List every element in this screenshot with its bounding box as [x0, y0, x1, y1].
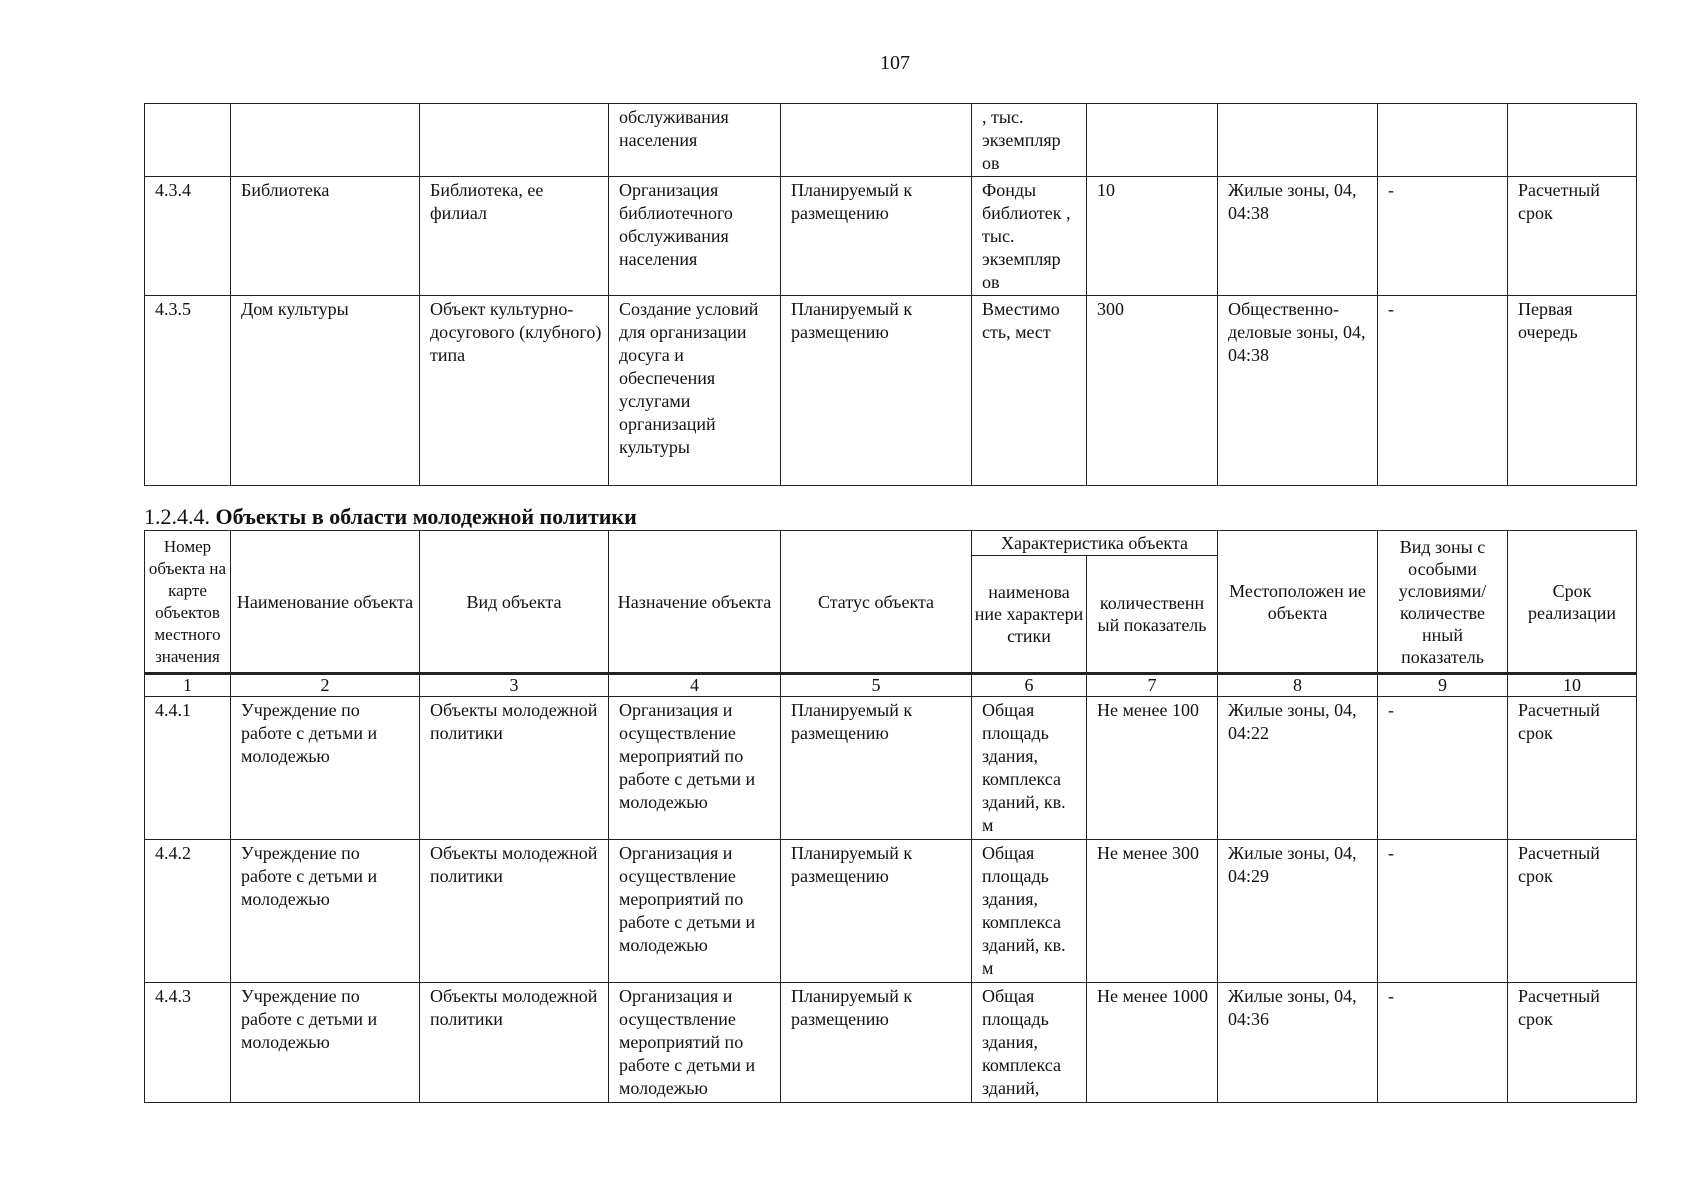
section-number: 1.2.4.4.	[144, 504, 210, 529]
header-object-number: Номер объекта на карте объектов местного значения	[145, 531, 231, 674]
table-row	[145, 296, 1637, 486]
cell-number: 4.3.5	[145, 296, 231, 486]
column-number: 1	[145, 674, 231, 697]
cell-status: Планируемый к размещению	[781, 697, 972, 840]
cell-purpose: обслуживания населения	[609, 104, 781, 177]
cell-type	[420, 104, 609, 177]
cell-quantity	[1087, 104, 1218, 177]
cell-purpose: Организация и осуществление мероприятий по работе с детьми и молодежью	[609, 840, 781, 983]
cell-location: Жилые зоны, 04, 04:38	[1218, 177, 1378, 296]
header-location: Местоположен ие объекта	[1218, 531, 1378, 674]
cell-type: Объекты молодежной политики	[420, 983, 609, 1103]
cell-status: Планируемый к размещению	[781, 296, 972, 486]
header-row	[145, 531, 1637, 556]
cell-quantity: Не менее 100	[1087, 697, 1218, 840]
cell-characteristic-name: Общая площадь здания, комплекса зданий, кв. м	[972, 840, 1087, 983]
cell-number: 4.3.4	[145, 177, 231, 296]
column-number: 8	[1218, 674, 1378, 697]
cell-type: Объекты молодежной политики	[420, 840, 609, 983]
cell-status: Планируемый к размещению	[781, 983, 972, 1103]
section-heading	[144, 505, 637, 529]
section-title: Объекты в области молодежной политики	[215, 504, 637, 529]
cell-name: Учреждение по работе с детьми и молодежью	[231, 840, 420, 983]
cell-zone: -	[1378, 697, 1508, 840]
objects-table-continued	[144, 103, 1637, 486]
cell-name	[231, 104, 420, 177]
cell-characteristic-name: Общая площадь здания, комплекса зданий,	[972, 983, 1087, 1103]
cell-number: 4.4.3	[145, 983, 231, 1103]
cell-location: Жилые зоны, 04, 04:36	[1218, 983, 1378, 1103]
column-number: 3	[420, 674, 609, 697]
cell-zone: -	[1378, 296, 1508, 486]
cell-zone: -	[1378, 177, 1508, 296]
cell-quantity: 300	[1087, 296, 1218, 486]
cell-term: Расчетный срок	[1508, 177, 1637, 296]
table-row	[145, 983, 1637, 1103]
cell-characteristic-name: Вместимо сть, мест	[972, 296, 1087, 486]
column-number: 4	[609, 674, 781, 697]
cell-term: Расчетный срок	[1508, 697, 1637, 840]
cell-name: Дом культуры	[231, 296, 420, 486]
header-term: Срок реализации	[1508, 531, 1637, 674]
cell-number: 4.4.2	[145, 840, 231, 983]
header-characteristic-group: Характеристика объекта	[972, 531, 1218, 556]
cell-purpose: Организация библиотечного обслуживания населения	[609, 177, 781, 296]
cell-zone: -	[1378, 983, 1508, 1103]
cell-location: Общественно-деловые зоны, 04, 04:38	[1218, 296, 1378, 486]
cell-characteristic-name: Общая площадь здания, комплекса зданий, кв. м	[972, 697, 1087, 840]
header-special-zone: Вид зоны с особыми условиями/ количестве нный показатель	[1378, 531, 1508, 674]
cell-number: 4.4.1	[145, 697, 231, 840]
header-object-status: Статус объекта	[781, 531, 972, 674]
header-object-type: Вид объекта	[420, 531, 609, 674]
cell-name: Библиотека	[231, 177, 420, 296]
table-row	[145, 840, 1637, 983]
cell-status: Планируемый к размещению	[781, 177, 972, 296]
column-number: 2	[231, 674, 420, 697]
header-object-purpose: Назначение объекта	[609, 531, 781, 674]
cell-purpose: Создание условий для организации досуга и обеспечения услугами организаций культуры	[609, 296, 781, 486]
cell-name: Учреждение по работе с детьми и молодежью	[231, 697, 420, 840]
cell-quantity: Не менее 1000	[1087, 983, 1218, 1103]
cell-location: Жилые зоны, 04, 04:22	[1218, 697, 1378, 840]
youth-policy-objects-table	[144, 530, 1637, 1103]
table-row	[145, 697, 1637, 840]
cell-type: Объект культурно-досугового (клубного) типа	[420, 296, 609, 486]
cell-term: Расчетный срок	[1508, 983, 1637, 1103]
cell-name: Учреждение по работе с детьми и молодежью	[231, 983, 420, 1103]
cell-zone	[1378, 104, 1508, 177]
cell-status	[781, 104, 972, 177]
column-number: 9	[1378, 674, 1508, 697]
cell-purpose: Организация и осуществление мероприятий по работе с детьми и молодежью	[609, 697, 781, 840]
header-characteristic-name: наименова ние характери стики	[972, 556, 1087, 674]
table-row	[145, 104, 1637, 177]
column-number: 7	[1087, 674, 1218, 697]
column-numbers-row	[145, 674, 1637, 697]
cell-quantity: 10	[1087, 177, 1218, 296]
cell-quantity: Не менее 300	[1087, 840, 1218, 983]
column-number: 5	[781, 674, 972, 697]
cell-number	[145, 104, 231, 177]
table-row	[145, 177, 1637, 296]
column-number: 10	[1508, 674, 1637, 697]
cell-term: Расчетный срок	[1508, 840, 1637, 983]
cell-zone: -	[1378, 840, 1508, 983]
header-object-name: Наименование объекта	[231, 531, 420, 674]
cell-purpose: Организация и осуществление мероприятий по работе с детьми и молодежью	[609, 983, 781, 1103]
cell-characteristic-name: Фонды библиотек , тыс. экземпляр ов	[972, 177, 1087, 296]
cell-type: Объекты молодежной политики	[420, 697, 609, 840]
cell-characteristic-name: , тыс. экземпляр ов	[972, 104, 1087, 177]
cell-status: Планируемый к размещению	[781, 840, 972, 983]
header-quantity: количественн ый показатель	[1087, 556, 1218, 674]
cell-type: Библиотека, ее филиал	[420, 177, 609, 296]
cell-term	[1508, 104, 1637, 177]
column-number: 6	[972, 674, 1087, 697]
cell-term: Первая очередь	[1508, 296, 1637, 486]
page-number: 107	[880, 52, 910, 74]
cell-location	[1218, 104, 1378, 177]
cell-location: Жилые зоны, 04, 04:29	[1218, 840, 1378, 983]
